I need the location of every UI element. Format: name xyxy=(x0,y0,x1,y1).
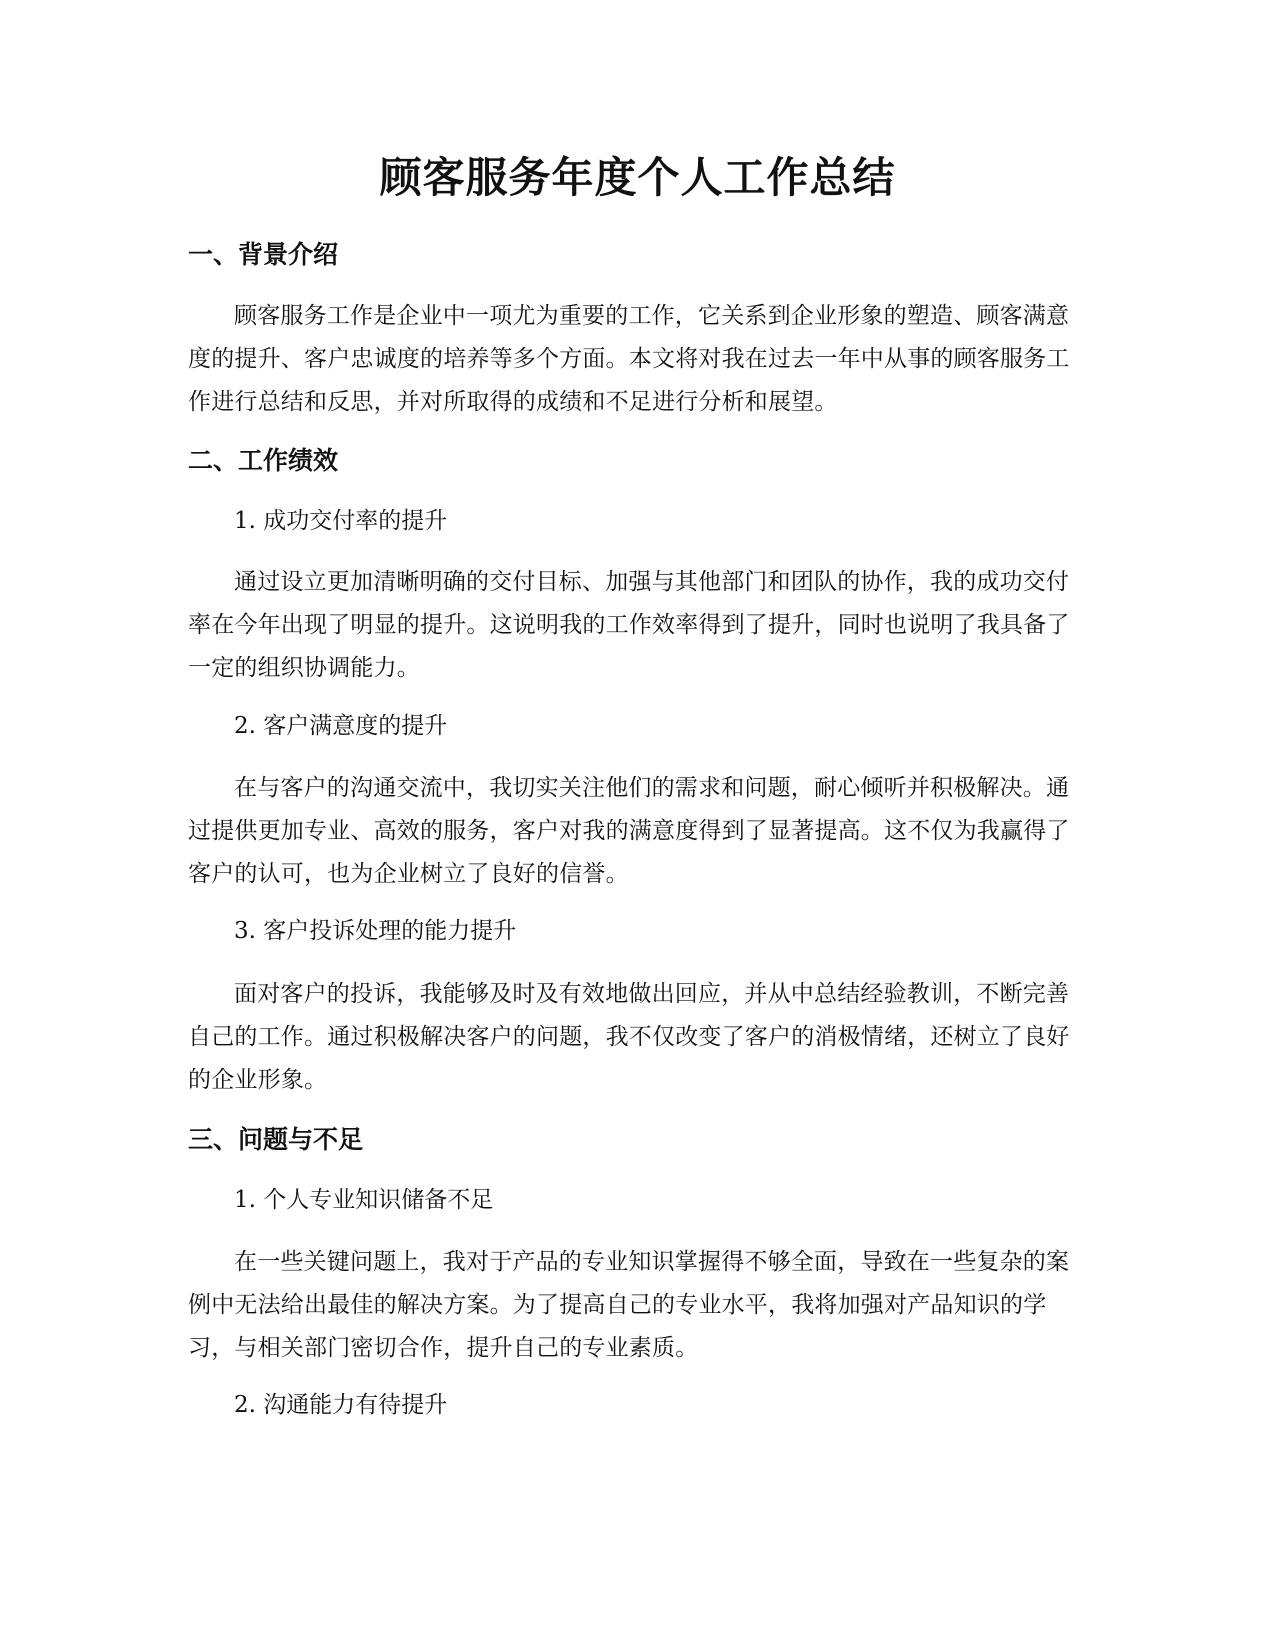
subheading-knowledge-gap: 1. 个人专业知识储备不足 xyxy=(234,1187,494,1213)
paragraph-complaint-handling: 面对客户的投诉，我能够及时及有效地做出回应，并从中总结经验教训，不断完善自己的工作。通过积极解决客户的问题，我不仅改变了客户的消极情绪，还树立了良好的企业形象。 xyxy=(188,981,1070,1093)
section-heading-problems: 三、问题与不足 xyxy=(188,1125,364,1154)
paragraph-delivery-rate: 通过设立更加清晰明确的交付目标、加强与其他部门和团队的协作，我的成功交付率在今年出现了明显的提升。这说明我的工作效率得到了提升，同时也说明了我具备了一定的组织协调能力。 xyxy=(188,569,1070,681)
subheading-delivery-rate: 1. 成功交付率的提升 xyxy=(234,508,448,534)
paragraph-knowledge-gap: 在一些关键问题上，我对于产品的专业知识掌握得不够全面，导致在一些复杂的案例中无法给出最佳的解决方案。为了提高自己的专业水平，我将加强对产品知识的学习，与相关部门密切合作，提升自己的专业素质。 xyxy=(188,1249,1070,1361)
section-heading-background: 一、背景介绍 xyxy=(188,240,339,269)
subheading-communication-skills: 2. 沟通能力有待提升 xyxy=(234,1392,448,1418)
subheading-customer-satisfaction: 2. 客户满意度的提升 xyxy=(234,713,448,739)
document-title: 顾客服务年度个人工作总结 xyxy=(379,153,896,202)
paragraph-customer-satisfaction: 在与客户的沟通交流中，我切实关注他们的需求和问题，耐心倾听并积极解决。通过提供更加专业、高效的服务，客户对我的满意度得到了显著提高。这不仅为我赢得了客户的认可，也为企业树立了良好的信誉。 xyxy=(188,775,1070,887)
section-heading-performance: 二、工作绩效 xyxy=(188,446,339,475)
section-paragraph-background: 顾客服务工作是企业中一项尤为重要的工作，它关系到企业形象的塑造、顾客满意度的提升、客户忠诚度的培养等多个方面。本文将对我在过去一年中从事的顾客服务工作进行总结和反思，并对所取得的成绩和不足进行分析和展望。 xyxy=(188,303,1070,415)
subheading-complaint-handling: 3. 客户投诉处理的能力提升 xyxy=(234,918,517,944)
